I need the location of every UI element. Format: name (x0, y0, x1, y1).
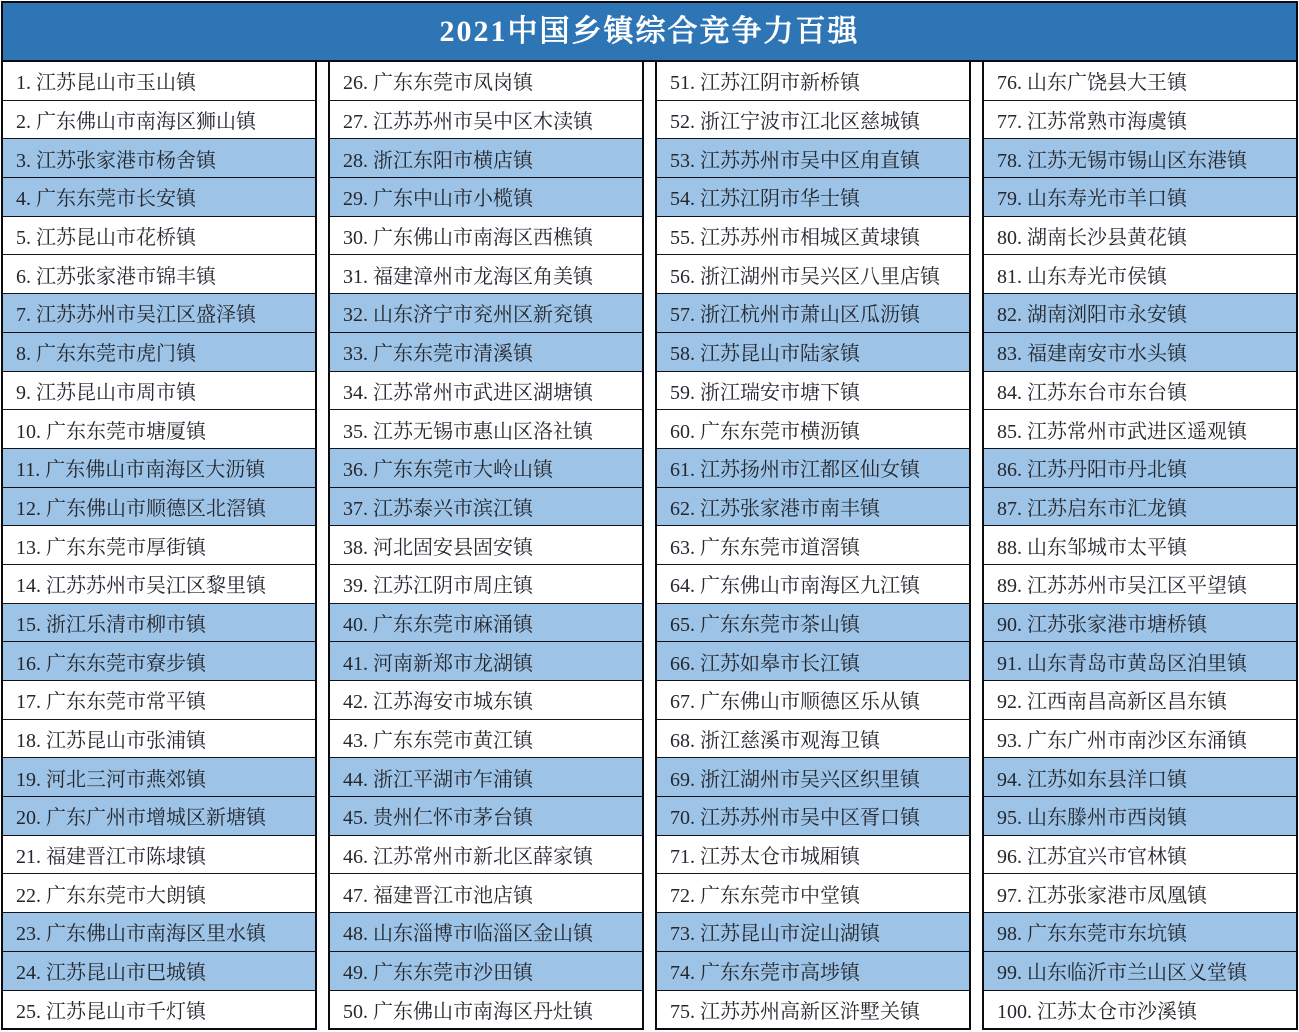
rank-entry: 80. 湖南长沙县黄花镇 (984, 217, 1296, 256)
rank-entry: 35. 江苏无锡市惠山区洛社镇 (330, 410, 642, 449)
rank-entry: 50. 广东佛山市南海区丹灶镇 (343, 1000, 593, 1023)
rank-entry: 68. 浙江慈溪市观海卫镇 (657, 720, 969, 759)
rank-entry: 26. 广东东莞市凤岗镇 (330, 62, 642, 101)
rank-entry: 61. 江苏扬州市江都区仙女镇 (657, 449, 969, 488)
rank-entry: 71. 江苏太仓市城厢镇 (657, 836, 969, 875)
rank-entry: 2. 广东佛山市南海区狮山镇 (3, 101, 315, 140)
ranking-column-3 (655, 62, 971, 1030)
rank-entry: 93. 广东广州市南沙区东涌镇 (984, 720, 1296, 759)
rank-entry: 20. 广东广州市增城区新塘镇 (3, 797, 315, 836)
rank-entry: 49. 广东东莞市沙田镇 (330, 952, 642, 991)
rank-entry: 51. 江苏江阴市新桥镇 (657, 62, 969, 101)
rank-entry: 29. 广东中山市小榄镇 (330, 178, 642, 217)
rank-entry: 91. 山东青岛市黄岛区泊里镇 (984, 642, 1296, 681)
rank-entry: 43. 广东东莞市黄江镇 (330, 720, 642, 759)
rank-entry: 83. 福建南安市水头镇 (984, 333, 1296, 372)
rank-entry: 41. 河南新郑市龙湖镇 (330, 642, 642, 681)
rank-entry: 1. 江苏昆山市玉山镇 (3, 62, 315, 101)
rank-entry: 21. 福建晋江市陈埭镇 (3, 836, 315, 875)
rank-entry: 96. 江苏宜兴市官林镇 (984, 836, 1296, 875)
rank-entry: 59. 浙江瑞安市塘下镇 (657, 372, 969, 411)
rank-entry: 23. 广东佛山市南海区里水镇 (3, 913, 315, 952)
rank-entry: 95. 山东滕州市西岗镇 (984, 797, 1296, 836)
rank-entry: 55. 江苏苏州市相城区黄埭镇 (657, 217, 969, 256)
rank-entry: 85. 江苏常州市武进区遥观镇 (984, 410, 1296, 449)
rank-entry: 60. 广东东莞市横沥镇 (657, 410, 969, 449)
rank-entry: 30. 广东佛山市南海区西樵镇 (330, 217, 642, 256)
rank-entry: 25. 江苏昆山市千灯镇 (16, 1000, 206, 1023)
rank-entry: 12. 广东佛山市顺德区北滘镇 (3, 488, 315, 527)
rank-entry: 86. 江苏丹阳市丹北镇 (984, 449, 1296, 488)
rank-entry: 82. 湖南浏阳市永安镇 (984, 294, 1296, 333)
rank-entry: 81. 山东寿光市侯镇 (984, 255, 1296, 294)
rank-entry: 64. 广东佛山市南海区九江镇 (657, 565, 969, 604)
rank-entry: 14. 江苏苏州市吴江区黎里镇 (3, 565, 315, 604)
rank-entry: 90. 江苏张家港市塘桥镇 (984, 604, 1296, 643)
rank-entry: 52. 浙江宁波市江北区慈城镇 (657, 101, 969, 140)
rank-entry: 33. 广东东莞市清溪镇 (330, 333, 642, 372)
rank-entry: 22. 广东东莞市大朗镇 (3, 874, 315, 913)
rank-entry: 42. 江苏海安市城东镇 (330, 681, 642, 720)
ranking-column-4 (982, 62, 1298, 1030)
rank-entry: 87. 江苏启东市汇龙镇 (984, 488, 1296, 527)
rank-entry: 13. 广东东莞市厚街镇 (3, 526, 315, 565)
rank-entry: 73. 江苏昆山市淀山湖镇 (657, 913, 969, 952)
rank-entry: 94. 江苏如东县洋口镇 (984, 758, 1296, 797)
rank-entry: 79. 山东寿光市羊口镇 (984, 178, 1296, 217)
rank-entry: 69. 浙江湖州市吴兴区织里镇 (657, 758, 969, 797)
rank-entry: 19. 河北三河市燕郊镇 (3, 758, 315, 797)
rank-entry: 38. 河北固安县固安镇 (330, 526, 642, 565)
ranking-table (1, 62, 1298, 1030)
rank-entry: 76. 山东广饶县大王镇 (984, 62, 1296, 101)
rank-entry: 65. 广东东莞市茶山镇 (657, 604, 969, 643)
rank-entry: 45. 贵州仁怀市茅台镇 (330, 797, 642, 836)
title-bar (1, 1, 1298, 62)
rank-entry: 27. 江苏苏州市吴中区木渎镇 (330, 101, 642, 140)
rank-entry: 5. 江苏昆山市花桥镇 (3, 217, 315, 256)
rank-entry: 75. 江苏苏州高新区浒墅关镇 (670, 1000, 920, 1023)
rank-entry: 11. 广东佛山市南海区大沥镇 (3, 449, 315, 488)
rank-entry: 99. 山东临沂市兰山区义堂镇 (984, 952, 1296, 991)
rank-entry: 89. 江苏苏州市吴江区平望镇 (984, 565, 1296, 604)
rank-entry: 57. 浙江杭州市萧山区瓜沥镇 (657, 294, 969, 333)
rank-entry: 67. 广东佛山市顺德区乐从镇 (657, 681, 969, 720)
rank-entry: 17. 广东东莞市常平镇 (3, 681, 315, 720)
rank-entry: 88. 山东邹城市太平镇 (984, 526, 1296, 565)
ranking-column-2 (328, 62, 644, 1030)
rank-entry: 36. 广东东莞市大岭山镇 (330, 449, 642, 488)
rank-entry: 97. 江苏张家港市凤凰镇 (984, 874, 1296, 913)
rank-entry: 54. 江苏江阴市华士镇 (657, 178, 969, 217)
rank-entry: 8. 广东东莞市虎门镇 (3, 333, 315, 372)
rank-entry: 24. 江苏昆山市巴城镇 (3, 952, 315, 991)
rank-entry: 10. 广东东莞市塘厦镇 (3, 410, 315, 449)
rank-entry: 16. 广东东莞市寮步镇 (3, 642, 315, 681)
rank-entry: 3. 江苏张家港市杨舍镇 (3, 139, 315, 178)
rank-entry: 74. 广东东莞市高埗镇 (657, 952, 969, 991)
rank-entry: 72. 广东东莞市中堂镇 (657, 874, 969, 913)
ranking-column-1 (1, 62, 317, 1030)
rank-entry: 39. 江苏江阴市周庄镇 (330, 565, 642, 604)
rank-entry: 4. 广东东莞市长安镇 (3, 178, 315, 217)
rank-entry: 53. 江苏苏州市吴中区甪直镇 (657, 139, 969, 178)
rank-entry: 98. 广东东莞市东坑镇 (984, 913, 1296, 952)
rank-entry: 18. 江苏昆山市张浦镇 (3, 720, 315, 759)
rank-entry: 28. 浙江东阳市横店镇 (330, 139, 642, 178)
rank-entry: 31. 福建漳州市龙海区角美镇 (330, 255, 642, 294)
rank-entry: 9. 江苏昆山市周市镇 (3, 372, 315, 411)
rank-entry: 47. 福建晋江市池店镇 (330, 874, 642, 913)
rank-entry: 62. 江苏张家港市南丰镇 (657, 488, 969, 527)
rank-entry: 48. 山东淄博市临淄区金山镇 (330, 913, 642, 952)
page-title: 2021中国乡镇综合竞争力百强 (439, 14, 860, 48)
rank-entry: 100. 江苏太仓市沙溪镇 (997, 1000, 1197, 1023)
rank-entry: 56. 浙江湖州市吴兴区八里店镇 (657, 255, 969, 294)
rank-entry: 6. 江苏张家港市锦丰镇 (3, 255, 315, 294)
rank-entry: 40. 广东东莞市麻涌镇 (330, 604, 642, 643)
rank-entry: 15. 浙江乐清市柳市镇 (3, 604, 315, 643)
rank-entry: 92. 江西南昌高新区昌东镇 (984, 681, 1296, 720)
rank-entry: 66. 江苏如皋市长江镇 (657, 642, 969, 681)
rank-entry: 34. 江苏常州市武进区湖塘镇 (330, 372, 642, 411)
rank-entry: 63. 广东东莞市道滘镇 (657, 526, 969, 565)
rank-entry: 78. 江苏无锡市锡山区东港镇 (984, 139, 1296, 178)
rank-entry: 84. 江苏东台市东台镇 (984, 372, 1296, 411)
rank-entry: 58. 江苏昆山市陆家镇 (657, 333, 969, 372)
rank-entry: 44. 浙江平湖市乍浦镇 (330, 758, 642, 797)
rank-entry: 37. 江苏泰兴市滨江镇 (330, 488, 642, 527)
rank-entry: 77. 江苏常熟市海虞镇 (984, 101, 1296, 140)
rank-entry: 70. 江苏苏州市吴中区胥口镇 (657, 797, 969, 836)
rank-entry: 7. 江苏苏州市吴江区盛泽镇 (3, 294, 315, 333)
rank-entry: 32. 山东济宁市兖州区新兖镇 (330, 294, 642, 333)
rank-entry: 46. 江苏常州市新北区薛家镇 (330, 836, 642, 875)
